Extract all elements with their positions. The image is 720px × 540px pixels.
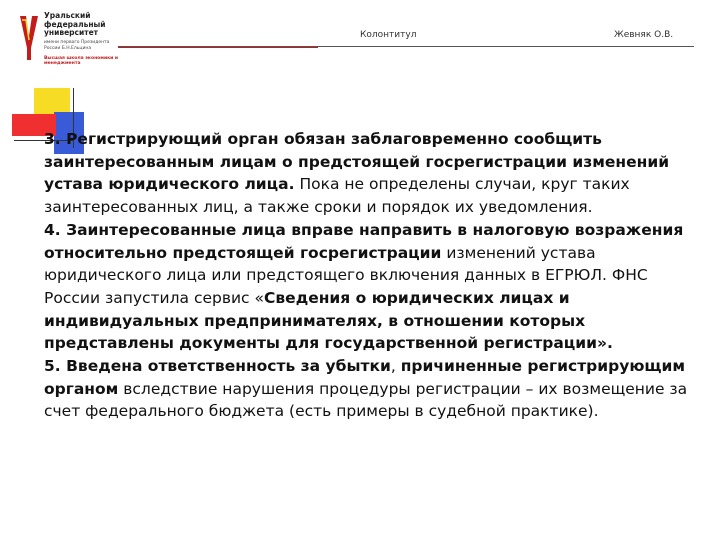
item-5-text: вследствие нарушения процедуры регистрации – их возмещение за счет федерального бюджета (есть примеры в судебной практике). xyxy=(44,379,688,421)
item-4-text: изменений устава юридического лица или предстоящего включения данных в ЕГРЮЛ. ФНС России запустила сервис « xyxy=(44,243,648,307)
item-4-bold: 4. Заинтересованные лица вправе направить в налоговую возражения относительно предстоящей госрегистрации xyxy=(44,220,684,262)
university-logo xyxy=(18,12,128,64)
university-name-line3: университет xyxy=(44,28,99,37)
slide-body xyxy=(44,128,690,423)
item-5-comma: , xyxy=(390,357,401,376)
item-3-text: Пока не определены случаи, круг таких заинтересованных лиц, а также сроки и порядок их уведомления. xyxy=(44,175,630,217)
item-5-bold-2: причиненные регистрирующим органом xyxy=(44,357,686,398)
item-3-bold: 3. Регистрирующий орган обязан заблаговременно сообщить заинтересованным лицам о предстоящей госрегистрации изменений устава юридического лица. xyxy=(44,130,670,194)
university-name xyxy=(44,12,106,38)
paragraph-item-4 xyxy=(44,219,690,355)
university-name-line2: федеральный xyxy=(44,19,106,29)
item-5-bold: 5. Введена ответственность за убытки xyxy=(44,357,391,376)
header-colontitle: Колонтитул xyxy=(360,30,417,40)
institute-name: Высшая школа экономики и менеджмента xyxy=(44,56,119,66)
ural-university-logo-icon xyxy=(18,14,40,62)
header-divider-accent xyxy=(118,47,318,48)
paragraph-item-5 xyxy=(44,355,690,423)
university-name-line1: Уральский xyxy=(44,11,91,20)
paragraph-item-3 xyxy=(44,128,690,219)
university-subtitle: имени первого Президента России Б.Н.Ельцина xyxy=(44,40,110,51)
header-author: Жевняк О.В. xyxy=(614,30,674,40)
item-4-service-name: Сведения о юридических лицах и индивидуальных предпринимателях, в отношении которых представлены документы для государственной регистрации». xyxy=(44,288,613,353)
